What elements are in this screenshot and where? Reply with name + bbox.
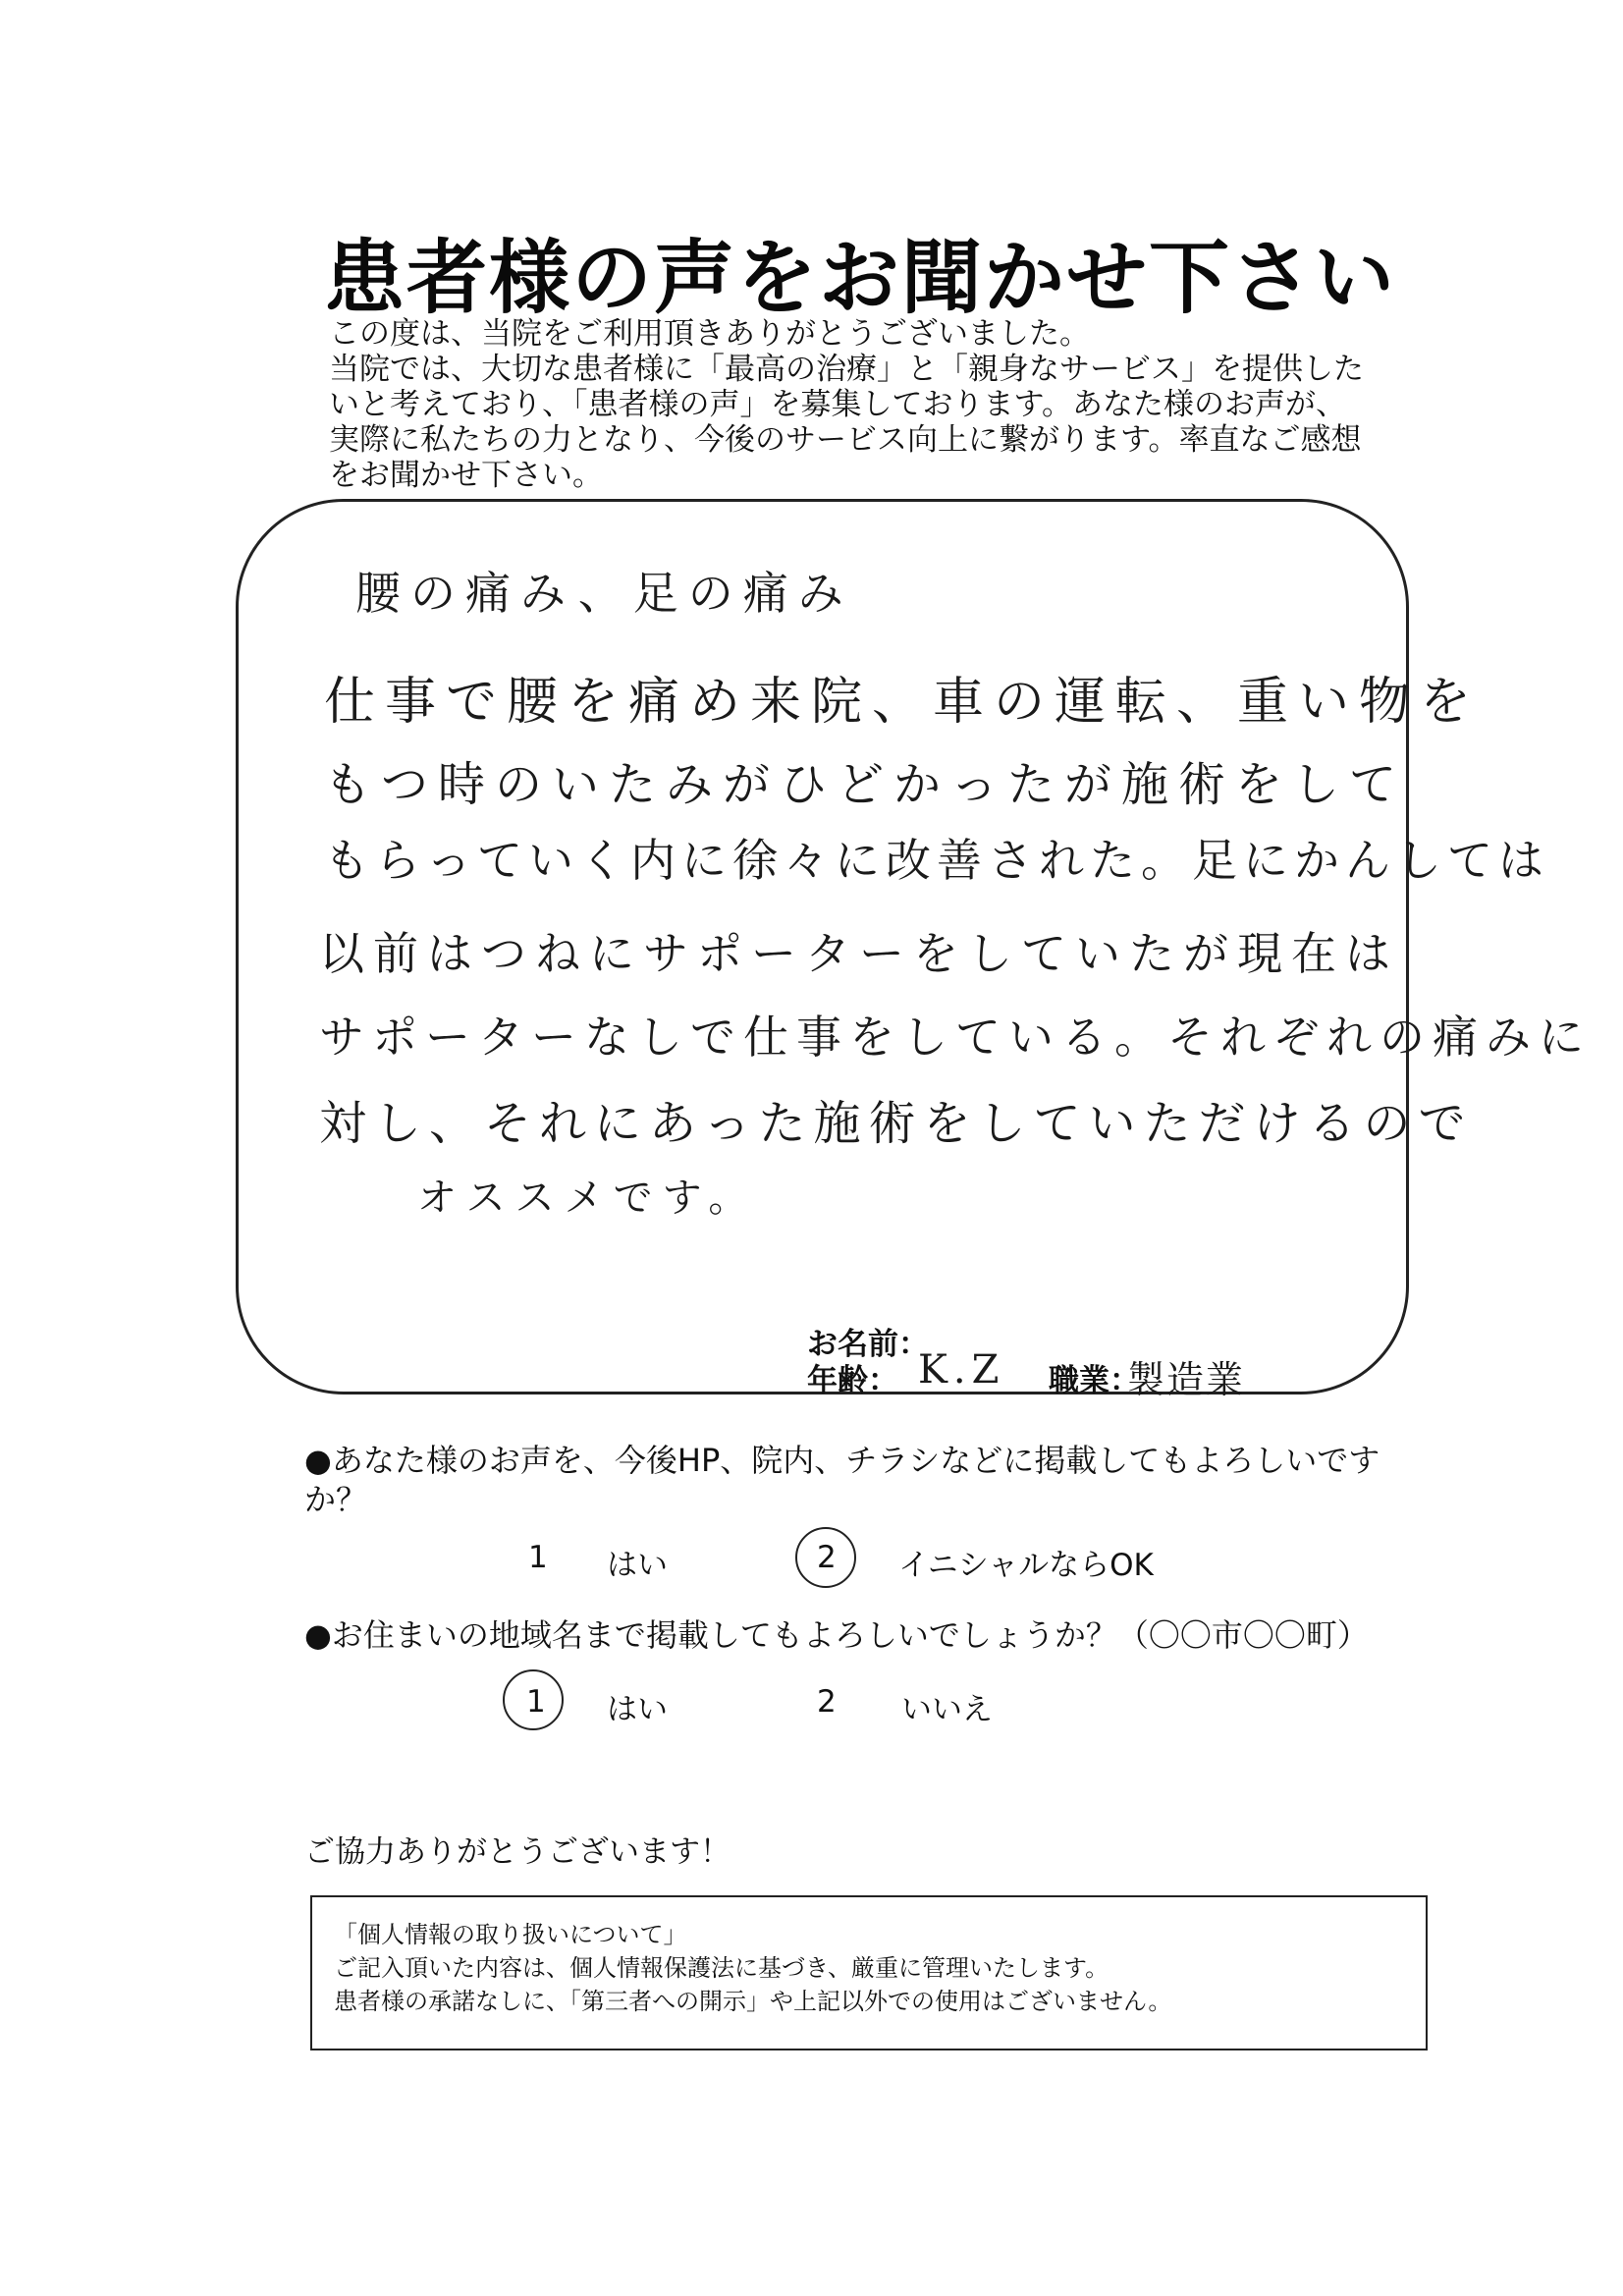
comment-line-5: 以前はつねにサポーターをしていたが現在は [319,927,1399,980]
comment-line-1: 腰の痛み、足の痛み [355,567,853,620]
question-2-line-1: ●お住まいの地域名まで掲載してもよろしいでしょうか？（〇〇市〇〇町） [304,1616,1369,1654]
q2-option-2-number: 2 [817,1684,837,1720]
intro-line-3: いと考えており、「患者様の声」を募集しております。あなた様のお声が、 [329,387,1347,422]
intro-line-2: 当院では、大切な患者様に「最高の治療」と「親身なサービス」を提供した [329,352,1364,387]
comment-line-8: オススメです。 [417,1175,758,1221]
thanks-text: ご協力ありがとうございます！ [304,1834,730,1870]
job-value: 製造業 [1127,1358,1246,1401]
name-value: K.Z [918,1347,1005,1393]
name-label: お名前： [807,1327,929,1362]
privacy-heading: 「個人情報の取り扱いについて」 [334,1921,687,1948]
privacy-line-1: ご記入頂いた内容は、個人情報保護法に基づき、厳重に管理いたします。 [334,1954,1109,1982]
comment-line-6: サポーターなしで仕事をしている。それぞれの痛みに [319,1011,1592,1064]
q2-option-1-number: 1 [526,1684,546,1720]
job-label: 職業： [1049,1363,1140,1398]
q1-option-2-label: イニシャルならOK [898,1548,1154,1583]
age-label: 年齢： [807,1363,898,1398]
q1-option-1-label: はい [607,1548,668,1583]
comment-line-3: もつ時のいたみがひどかったが施術をして [324,757,1407,812]
q2-option-1-label: はい [607,1692,668,1727]
q1-option-1-number: 1 [528,1540,548,1575]
comment-line-7: 対し、それにあった施術をしていただけるので [319,1096,1474,1151]
page-title: 患者様の声をお聞かせ下さい [324,232,1397,325]
question-1-line-2: か？ [304,1481,368,1518]
question-1-line-1: ●あなた様のお声を、今後HP、院内、チラシなどに掲載してもよろしいです [304,1442,1380,1479]
comment-line-4: もらっていく内に徐々に改善された。足にかんしては [324,834,1549,887]
intro-line-1: この度は、当院をご利用頂きありがとうございました。 [329,316,1090,352]
q1-option-2-number: 2 [817,1540,837,1575]
q2-option-2-label: いいえ [901,1692,993,1727]
privacy-line-2: 患者様の承諾なしに、「第三者への開示」や上記以外での使用はございません。 [334,1988,1172,2015]
intro-line-4: 実際に私たちの力となり、今後のサービス向上に繋がります。率直なご感想 [329,422,1362,458]
intro-line-5: をお聞かせ下さい。 [329,458,603,493]
comment-line-2: 仕事で腰を痛め来院、車の運転、重い物を [324,673,1482,732]
